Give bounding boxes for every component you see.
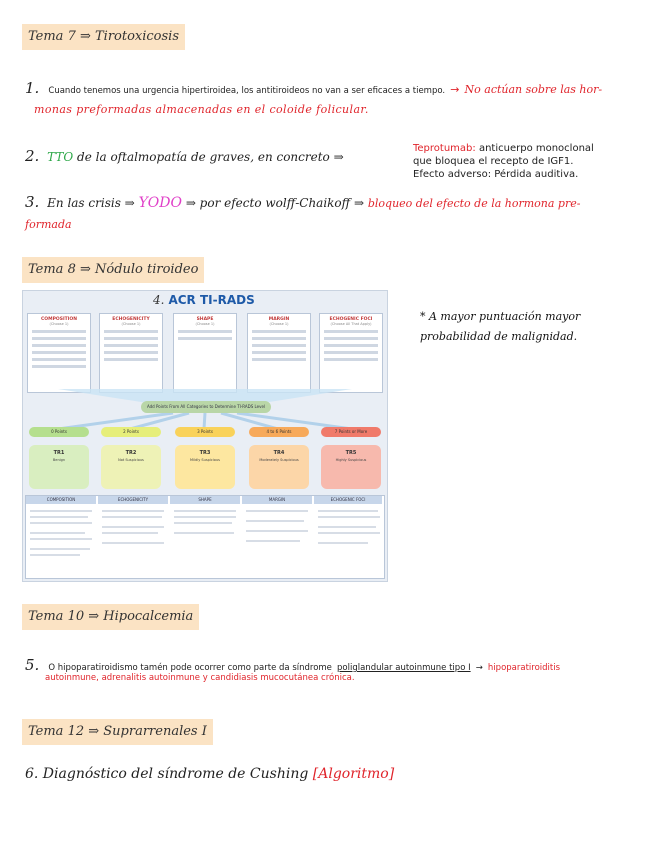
- item-text: En las crisis ⇒: [47, 196, 135, 210]
- points-pill: 7 Points or More: [321, 427, 381, 437]
- item-number: 2.: [25, 147, 40, 165]
- tirads-note: [420, 307, 580, 347]
- item-red-text: No actúan sobre las hor-: [464, 83, 603, 96]
- item-3-continuation: formada: [25, 218, 72, 231]
- arrow-icon: ⇒: [333, 150, 344, 164]
- category-composition: COMPOSITION (Choose 1): [27, 313, 91, 393]
- tirads-level-tr1: TR1 Benign: [29, 445, 89, 489]
- tirads-level-tr2: TR2 Not Suspicious: [101, 445, 161, 489]
- item-text: Cuando tenemos una urgencia hipertiroidea, los antitiroideos no van a ser eficaces a tiempo.: [48, 86, 446, 96]
- tirads-detail-table: COMPOSITION ECHOGENICITY SHAPE MARGIN ECHOGENIC FOCI: [25, 495, 385, 579]
- teprotumab-desc: anticuerpo monoclonal: [478, 143, 594, 154]
- item-text: O hipoparatiroidismo tamén pode ocorrer como parte da síndrome: [48, 663, 332, 673]
- tirads-level-tr4: TR4 Moderately Suspicious: [249, 445, 309, 489]
- note-line-1: * A mayor puntuación mayor: [420, 310, 581, 323]
- item-6: [25, 766, 394, 782]
- section-heading-tema-8: Tema 8 ⇒ Nódulo tiroideo: [22, 257, 204, 283]
- item-red-text: hipoparatiroiditis: [487, 663, 561, 673]
- section-heading-tema-10: Tema 10 ⇒ Hipocalcemia: [22, 604, 199, 630]
- item-text-2: ⇒ por efecto wolff-Chaikoff ⇒: [185, 196, 365, 210]
- figure-title: 4. ACR TI-RADS: [153, 293, 255, 307]
- arrow-icon: →: [475, 663, 483, 673]
- tirads-level-tr3: TR3 Mildly Suspicious: [175, 445, 235, 489]
- teprotumab-desc-2: que bloquea el recepto de IGF1.: [413, 156, 574, 167]
- algorithm-link[interactable]: [Algoritmo]: [312, 766, 395, 782]
- points-pill: 2 Points: [101, 427, 161, 437]
- item-number: 4.: [153, 293, 165, 307]
- item-1: [25, 78, 602, 97]
- add-points-bar: Add Points From All Categories to Determine TI-RADS Level: [141, 401, 271, 413]
- item-number: 1.: [25, 79, 40, 97]
- tirads-level-tr5: TR5 Highly Suspicious: [321, 445, 381, 489]
- item-1-continuation: monas preformadas almacenadas en el coloide folicular.: [34, 103, 369, 116]
- arrow-icon: →: [450, 83, 460, 96]
- teprotumab-adverse: Efecto adverso: Pérdida auditiva.: [413, 169, 579, 180]
- category-shape: SHAPE (Choose 1): [173, 313, 237, 393]
- item-text: 6. Diagnóstico del síndrome de Cushing: [25, 766, 309, 782]
- teprotumab-name: Teprotumab:: [413, 143, 476, 154]
- acr-tirads-figure: [22, 290, 388, 582]
- item-red-text: bloqueo del efecto de la hormona pre-: [367, 197, 581, 210]
- item-number: 5.: [25, 656, 40, 674]
- teprotumab-note: [413, 142, 594, 181]
- category-margin: MARGIN (Choose 1): [247, 313, 311, 393]
- item-2: [25, 147, 344, 165]
- category-echogenic-foci: ECHOGENIC FOCI (Choose All That Apply): [319, 313, 383, 393]
- points-pill: 0 Points: [29, 427, 89, 437]
- section-heading-tema-7: Tema 7 ⇒ Tirotoxicosis: [22, 24, 185, 50]
- points-pill: 4 to 6 Points: [249, 427, 309, 437]
- category-echogenicity: ECHOGENICITY (Choose 1): [99, 313, 163, 393]
- yodo-label: YODO: [138, 195, 182, 211]
- points-pill: 3 Points: [175, 427, 235, 437]
- item-text: de la oftalmopatía de graves, en concreto: [77, 150, 330, 164]
- item-number: 3.: [25, 193, 40, 211]
- item-3: [25, 193, 580, 211]
- item-5: [25, 655, 560, 674]
- item-5-continuation: autoinmune, adrenalitis autoinmune y candidiasis mucocutánea crónica.: [45, 673, 355, 683]
- section-heading-tema-12: Tema 12 ⇒ Suprarrenales I: [22, 719, 213, 745]
- note-line-2: probabilidad de malignidad.: [420, 330, 578, 343]
- tto-label: TTO: [47, 150, 74, 164]
- underlined-text: poliglandular autoinmune tipo I: [337, 663, 471, 673]
